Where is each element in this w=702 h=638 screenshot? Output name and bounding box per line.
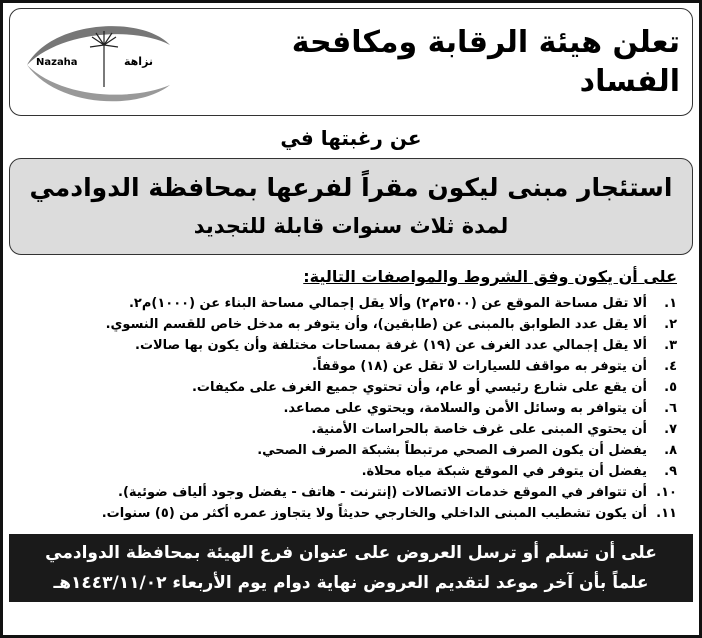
item-number: ١١. [656, 506, 677, 521]
list-item [17, 503, 677, 524]
item-number: ٥. [664, 380, 677, 395]
list-item [17, 398, 677, 419]
palm-tree-icon [90, 31, 118, 87]
item-number: ٩. [664, 464, 677, 479]
list-item [17, 335, 677, 356]
footer-notice [9, 534, 693, 602]
item-number: ٦. [664, 401, 677, 416]
list-item [17, 482, 677, 503]
item-number: ٤. [664, 359, 677, 374]
list-item [17, 314, 677, 335]
headline-subtitle: لمدة ثلاث سنوات قابلة للتجديد [193, 213, 509, 238]
footer-line-1: على أن تسلم أو ترسل العروض على عنوان فرع الهيئة بمحافظة الدوادمي [45, 543, 657, 563]
item-text: أن يتوفر به مواقف للسيارات لا تقل عن (١٨) موقفاً. [312, 359, 647, 374]
logo-text-ar: نزاهة [124, 55, 154, 68]
list-item [17, 440, 677, 461]
headline-box [9, 158, 693, 255]
item-text: أن يتوافر به وسائل الأمن والسلامة، ويحتوي على مصاعد. [283, 401, 647, 416]
item-number: ٢. [664, 317, 677, 332]
item-number: ٧. [664, 422, 677, 437]
conditions-heading: على أن يكون وفق الشروط والمواصفات التالية: [303, 267, 677, 286]
logo-text-en: Nazaha [36, 57, 78, 68]
item-number: ١٠. [656, 485, 677, 500]
item-text: ألا يقل عدد الطوابق بالمبنى عن (طابقين)، وأن يتوفر به مدخل خاص للقسم النسوي. [105, 317, 647, 332]
list-item [17, 356, 677, 377]
item-number: ٣. [664, 338, 677, 353]
list-item [17, 293, 677, 314]
list-item [17, 461, 677, 482]
item-text: أن يكون تشطيب المبنى الداخلي والخارجي حديثاً ولا يتجاوز عمره أكثر من (٥) سنوات. [101, 506, 647, 521]
header-box [9, 8, 693, 116]
intro-text: عن رغبتها في [280, 126, 422, 150]
footer-line-2: علماً بأن آخر موعد لتقديم العروض نهاية دوام يوم الأربعاء ١٤٤٣/١١/٠٢هـ [53, 573, 649, 593]
item-text: ألا يقل إجمالي عدد الغرف عن (١٩) غرفة بمساحات مختلفة وأن يكون بها صالات. [135, 338, 647, 353]
headline-title: استئجار مبنى ليكون مقراً لفرعها بمحافظة الدوادمي [29, 173, 673, 202]
item-text: ألا تقل مساحة الموقع عن (٢٥٠٠م٢) وألا يقل إجمالي مساحة البناء عن (١٠٠٠)م٢. [128, 296, 647, 311]
conditions-list [9, 293, 693, 524]
nazaha-logo [22, 15, 172, 109]
item-text: أن يقع على شارع رئيسي أو عام، وأن تحتوي جميع الغرف على مكيفات. [191, 380, 647, 395]
item-text: أن تتوافر في الموقع خدمات الاتصالات (إنترنت - هاتف - يفضل وجود ألياف ضوئية). [118, 485, 647, 500]
item-text: يفضل أن يتوفر في الموقع شبكة مياه محلاة. [361, 464, 647, 479]
item-number: ٨. [664, 443, 677, 458]
announcement-title: تعلن هيئة الرقابة ومكافحة الفساد [291, 25, 680, 99]
list-item [17, 377, 677, 398]
item-text: أن يحتوي المبنى على غرف خاصة بالحراسات الأمنية. [311, 422, 647, 437]
item-text: يفضل أن يكون الصرف الصحي مرتبطاً بشبكة الصرف الصحي. [257, 443, 647, 458]
item-number: ١. [664, 296, 677, 311]
list-item [17, 419, 677, 440]
